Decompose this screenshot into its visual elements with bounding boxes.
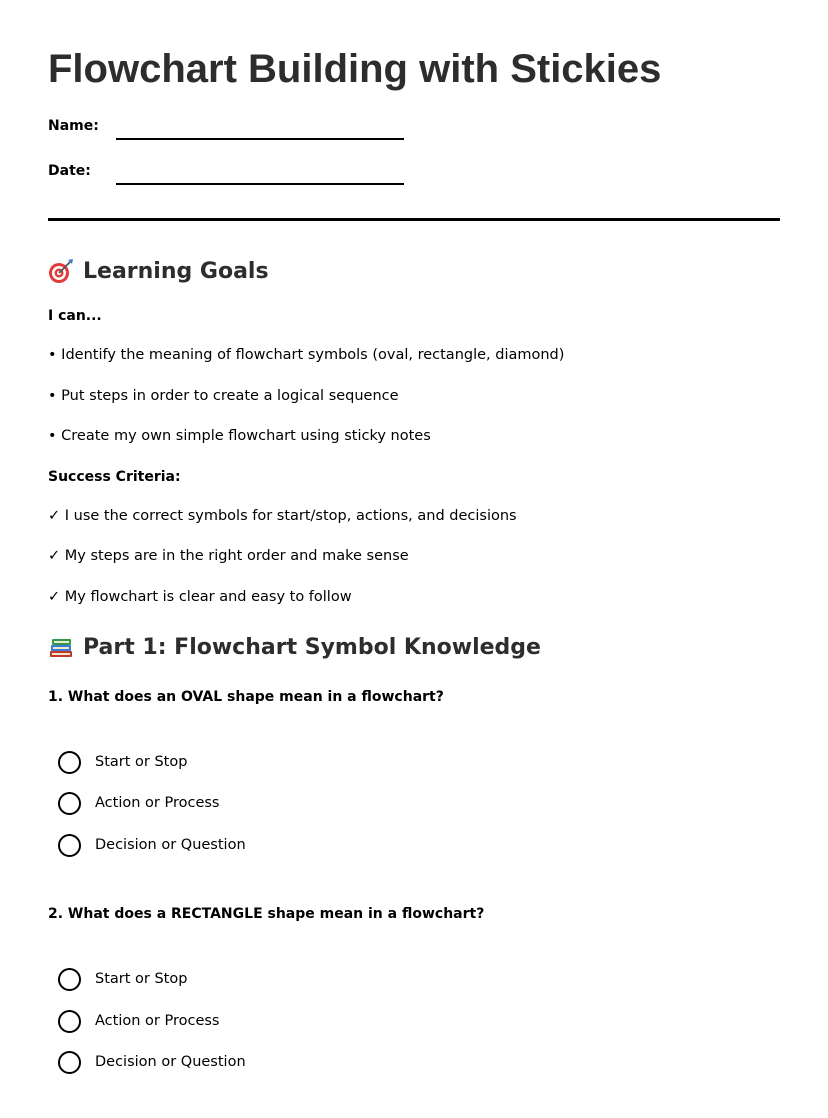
radio-button[interactable]	[58, 968, 81, 991]
books-icon	[48, 634, 74, 660]
goal-item: • Identify the meaning of flowchart symbols (oval, rectangle, diamond)	[48, 347, 565, 363]
date-input-line[interactable]	[116, 183, 404, 185]
name-label: Name:	[48, 118, 99, 134]
radio-button[interactable]	[58, 1010, 81, 1033]
radio-button[interactable]	[58, 751, 81, 774]
target-icon	[48, 258, 74, 284]
learning-goals-title: Learning Goals	[83, 258, 269, 284]
option-label: Action or Process	[95, 795, 220, 811]
radio-button[interactable]	[58, 1051, 81, 1074]
goal-item: • Create my own simple flowchart using sticky notes	[48, 428, 431, 444]
q1-option-action-process[interactable]	[58, 790, 219, 816]
date-label: Date:	[48, 163, 91, 179]
part1-heading	[48, 634, 541, 660]
option-label: Decision or Question	[95, 1054, 246, 1070]
q2-option-start-stop[interactable]	[58, 966, 187, 992]
option-label: Action or Process	[95, 1013, 220, 1029]
header-divider	[48, 218, 780, 221]
goal-item: • Put steps in order to create a logical sequence	[48, 388, 399, 404]
page-title: Flowchart Building with Stickies	[48, 47, 662, 91]
q1-option-decision-question[interactable]	[58, 832, 246, 858]
question-2: 2. What does a RECTANGLE shape mean in a flowchart?	[48, 906, 485, 922]
learning-goals-heading	[48, 258, 269, 284]
criteria-item: ✓ I use the correct symbols for start/stop, actions, and decisions	[48, 508, 517, 524]
criteria-item: ✓ My flowchart is clear and easy to follow	[48, 589, 352, 605]
option-label: Start or Stop	[95, 754, 188, 770]
success-criteria-label: Success Criteria:	[48, 469, 181, 485]
radio-button[interactable]	[58, 792, 81, 815]
option-label: Start or Stop	[95, 971, 188, 987]
radio-button[interactable]	[58, 834, 81, 857]
q1-option-start-stop[interactable]	[58, 749, 187, 775]
question-1: 1. What does an OVAL shape mean in a flowchart?	[48, 689, 444, 705]
criteria-item: ✓ My steps are in the right order and make sense	[48, 548, 409, 564]
name-input-line[interactable]	[116, 138, 404, 140]
q2-option-decision-question[interactable]	[58, 1049, 246, 1075]
part1-title: Part 1: Flowchart Symbol Knowledge	[83, 634, 541, 660]
i-can-label: I can...	[48, 308, 102, 324]
q2-option-action-process[interactable]	[58, 1008, 219, 1034]
option-label: Decision or Question	[95, 837, 246, 853]
